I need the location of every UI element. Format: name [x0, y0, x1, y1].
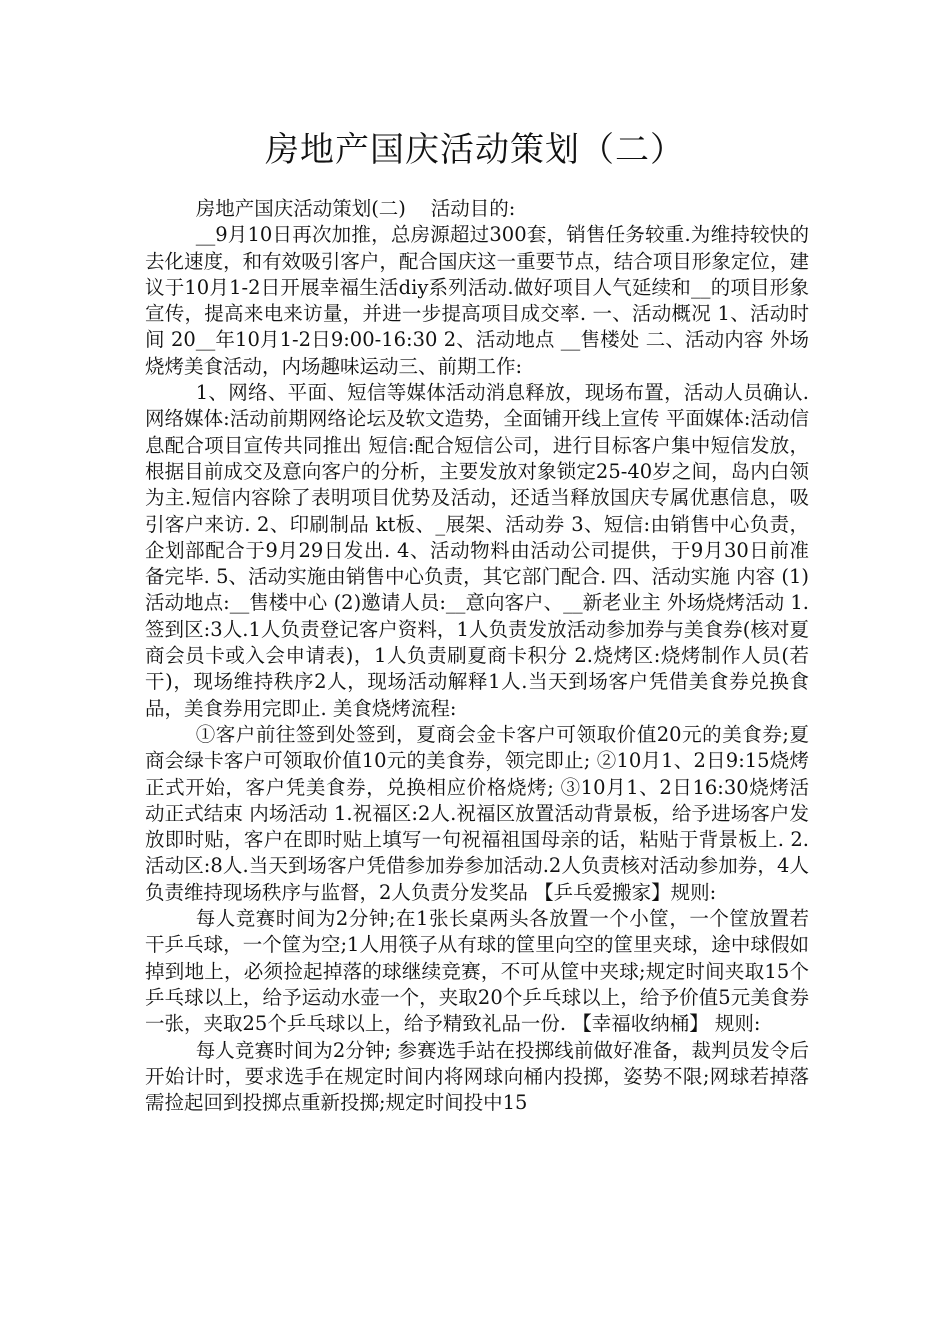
paragraph: ①客户前往签到处签到，夏商会金卡客户可领取价值20元的美食券;夏商会绿卡客户可领取价值10元的美食券，领完即止; ②10月1、2日9:15烧烤正式开始，客户凭美食券，兑换相应价格烧烤; ③10月1、2日16:30烧烤活动正式结束 内场活动 1.祝福区:2人.祝福区放置活动背景板，给予进场客户发放即时贴，客户在即时贴上填写一句祝福祖国母亲的话，粘贴于背景板上. 2.活动区:8人.当天到场客户凭借参加券参加活动.2人负责核对活动参加券，4人负责维持现场秩序与监督，2人负责分发奖品 【乒乓爱搬家】规则:	[145, 722, 809, 904]
paragraph: 每人竞赛时间为2分钟;在1张长桌两头各放置一个小筐，一个筐放置若干乒乓球，一个筐为空;1人用筷子从有球的筐里向空的筐里夹球，途中球假如掉到地上，必须捡起掉落的球继续竞赛，不可从筐中夹球;规定时间夹取15个乒乓球以上，给予运动水壶一个，夹取20个乒乓球以上，给予价值5元美食券一张，夹取25个乒乓球以上，给予精致礼品一份. 【幸福收纳桶】 规则:	[145, 907, 809, 1036]
paragraph: 每人竞赛时间为2分钟; 参赛选手站在投掷线前做好准备，裁判员发令后开始计时，要求选手在规定时间内将网球向桶内投掷，姿势不限;网球若掉落需捡起回到投掷点重新投掷;规定时间投中15	[145, 1038, 809, 1115]
document-body	[145, 196, 816, 1116]
paragraph: __9月10日再次加推，总房源超过300套，销售任务较重.为维持较快的去化速度，和有效吸引客户，配合国庆这一重要节点，结合项目形象定位，建议于10月1-2日开展幸福生活diy系列活动.做好项目人气延续和__的项目形象宣传，提高来电来访量，并进一步提高项目成交率. 一、活动概况 1、活动时间 20__年10月1-2日9:00-16:30 2、活动地点 __售楼处 二、活动内容 外场烧烤美食活动，内场趣味运动三、前期工作:	[145, 223, 809, 378]
paragraph: 1、网络、平面、短信等媒体活动消息释放，现场布置，活动人员确认. 网络媒体:活动前期网络论坛及软文造势，全面铺开线上宣传 平面媒体:活动信息配合项目宣传共同推出 短信:配合短信公司，进行目标客户集中短信发放，根据目前成交及意向客户的分析，主要发放对象锁定25-40岁之间，岛内白领为主.短信内容除了表明项目优势及活动，还适当释放国庆专属优惠信息，吸引客户来访. 2、印刷制品 kt板、_展架、活动券 3、短信:由销售中心负责，企划部配合于9月29日发出. 4、活动物料由活动公司提供，于9月30日前准备完毕. 5、活动实施由销售中心负责，其它部门配合. 四、活动实施 内容 (1)活动地点:__售楼中心 (2)邀请人员:__意向客户、__新老业主 外场烧烤活动 1.签到区:3人.1人负责登记客户资料，1人负责发放活动参加券与美食券(核对夏商会员卡或入会申请表)，1人负责刷夏商卡积分 2.烧烤区:烧烤制作人员(若干)，现场维持秩序2人，现场活动解释1人.当天到场客户凭借美食券兑换食品，美食券用完即止. 美食烧烤流程:	[145, 381, 816, 720]
paragraph: 房地产国庆活动策划(二) 活动目的:	[195, 197, 516, 220]
document-title: 房地产国庆活动策划（二）	[265, 130, 685, 170]
